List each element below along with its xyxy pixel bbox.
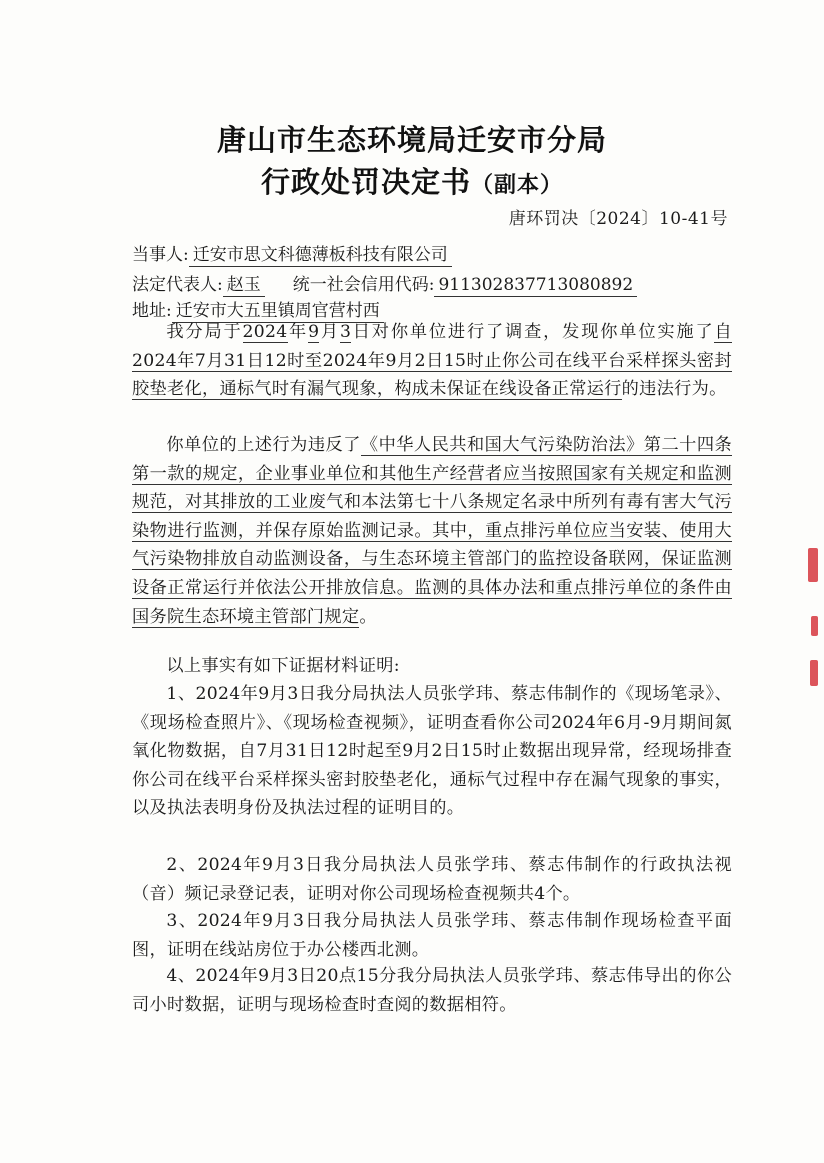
paragraph-evidence-intro: 以上事实有如下证据材料证明:: [166, 656, 400, 676]
paragraph-investigation: [132, 318, 732, 404]
party-name-value: 迁安市思文科德薄板科技有限公司: [189, 245, 452, 267]
document-title-agency: 唐山市生态环境局迁安市分局: [216, 123, 607, 157]
seal-edge-mark: [808, 548, 818, 582]
seal-edge-mark: [810, 660, 818, 686]
evidence-item-1: 1、2024年9月3日我分局执法人员张学玮、蔡志伟制作的《现场笔录》、《现场检查照片》、《现场检查视频》，证明查看你公司2024年6月-9月期间氮氧化物数据，自7月31日12时起至9月2日15时止数据出现异常，经现场排查你公司在线平台采样探头密封胶垫老化，通标气过程中存在漏气现象的事实，以及执法表明身份及执法过程的证明目的。: [132, 684, 732, 819]
title-copy-suffix: （副本）: [471, 173, 564, 198]
address-label: 地址:: [132, 301, 172, 321]
p1-year: 2024: [242, 322, 288, 342]
p2-law-citation: 《中华人民共和国大气污染防治法》第二十四条第一款的规定，企业事业单位和其他生产经营者应当按照国家有关规定和监测规范，对其排放的工业废气和本法第七十八条规定名录中所列有毒有害大气污染物进行监测，并保存原始监测记录。其中，重点排污单位应当安装、使用大气污染物排放自动监测设备，与生态环境主管部门的监控设备联网，保证监测设备正常运行并依法公开排放信息。监测的具体办法和重点排污单位的条件由国务院生态环境主管部门规定: [132, 435, 732, 627]
rep-label: 法定代表人:: [132, 275, 223, 295]
title-main: 行政处罚决定书: [260, 165, 471, 199]
document-title-type: [0, 160, 824, 201]
paragraph-legal-basis: [132, 431, 732, 631]
representative-row: [132, 270, 637, 295]
party-name-label: 当事人:: [132, 245, 189, 265]
document-number: 唐环罚决〔2024〕10-41号: [508, 209, 728, 229]
credit-code-label: 统一社会信用代码:: [292, 275, 435, 295]
rep-value: 赵玉: [223, 275, 265, 297]
evidence-item-2: 2、2024年9月3日我分局执法人员张学玮、蔡志伟制作的行政执法视（音）频记录登记表，证明对你公司现场检查视频共4个。: [132, 855, 732, 904]
p1-text-e: 的违法行为。: [621, 379, 727, 400]
credit-code-value: 911302837713080892: [434, 275, 637, 297]
p1-text-b: 年: [287, 322, 309, 342]
evidence-item-3: 3、2024年9月3日我分局执法人员张学玮、蔡志伟制作现场检查平面图，证明在线站房位于办公楼西北测。: [132, 911, 732, 960]
p2-text-a: 你单位的上述行为违反了: [166, 435, 361, 455]
p2-text-b: 。: [359, 606, 377, 627]
p1-text-a: 我分局于: [166, 322, 243, 342]
p1-violation-desc: 自2024年7月31日12时至2024年9月2日15时止你公司在线平台采样探头密封胶垫老化，通标气时有漏气现象，构成未保证在线设备正常运行: [132, 322, 732, 400]
p1-day: 3: [339, 322, 352, 342]
evidence-item-4: 4、2024年9月3日20点15分我分局执法人员张学玮、蔡志伟导出的你公司小时数据，证明与现场检查时查阅的数据相符。: [132, 966, 732, 1015]
seal-edge-mark: [811, 616, 818, 636]
address-value: 迁安市大五里镇周官营村西: [172, 301, 384, 323]
party-name-row: [132, 240, 452, 265]
p1-text-d: 日对你单位进行了调查，发现你单位实施了: [351, 322, 715, 342]
p1-month: 9: [308, 322, 320, 342]
p1-text-c: 月: [319, 322, 340, 342]
